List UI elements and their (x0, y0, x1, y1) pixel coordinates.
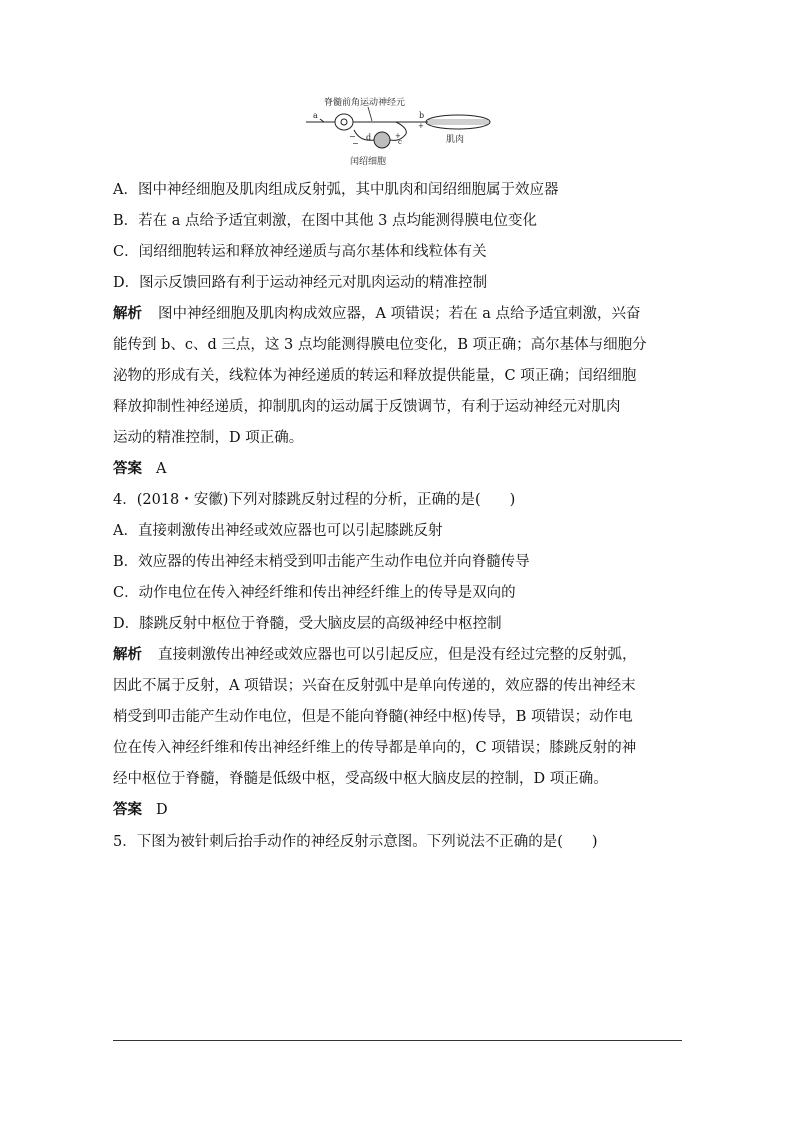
point-d-label: d (366, 133, 372, 142)
q4-analysis-line: 梢受到叩击能产生动作电位，但是不能向脊髓(神经中枢)传导，B 项错误；动作电 (113, 709, 633, 725)
q3-analysis-line: 泌物的形成有关，线粒体为神经递质的转运和释放提供能量，C 项正确；闰绍细胞 (113, 368, 637, 384)
q3-analysis-line: 能传到 b、c、d 三点，这 3 点均能测得膜电位变化，B 项正确；高尔基体与细胞分 (113, 337, 647, 353)
renshaw-cell-label: 闰绍细胞 (350, 157, 387, 167)
neuron-label-pointer (368, 107, 372, 121)
q4-analysis-line: 位在传入神经纤维和传出神经纤维上的传导都是单向的，C 项错误；膝跳反射的神 (113, 740, 637, 756)
q3-answer-value: A (156, 461, 167, 477)
q3-option-b: B．若在 a 点给予适宜刺激，在图中其他 3 点均能测得膜电位变化 (113, 213, 537, 229)
reflex-circuit-diagram (300, 94, 500, 169)
q3-analysis-label: 解析 (113, 306, 142, 322)
q3-answer-label: 答案 (113, 461, 142, 477)
plus-sign-1: + (395, 132, 401, 140)
q3-analysis-line (113, 304, 640, 324)
q3-analysis-text: 图中神经细胞及肌肉构成效应器，A 项错误；若在 a 点给予适宜刺激，兴奋 (158, 306, 641, 322)
q4-analysis-line (113, 645, 637, 665)
muscle-label: 肌肉 (446, 135, 465, 145)
q4-answer-value: D (156, 802, 168, 818)
point-c-label: c (398, 138, 402, 146)
q3-option-c: C．闰绍细胞转运和释放神经递质与高尔基体和线粒体有关 (113, 244, 487, 260)
q3-option-d: D．图示反馈回路有利于运动神经元对肌肉运动的精准控制 (113, 275, 488, 291)
neuron-label: 脊髓前角运动神经元 (324, 98, 406, 108)
q4-stem: 4．(2018・安徽)下列对膝跳反射过程的分析，正确的是( ) (113, 492, 516, 508)
q4-analysis-label: 解析 (113, 647, 142, 663)
q4-option-a: A．直接刺激传出神经或效应器也可以引起膝跳反射 (113, 523, 443, 539)
q4-analysis-line: 经中枢位于脊髓，脊髓是低级中枢，受高级中枢大脑皮层的控制，D 项正确。 (113, 771, 608, 787)
q5-stem: 5．下图为被针刺后抬手动作的神经反射示意图。下列说法不正确的是( ) (113, 834, 598, 850)
plus-sign-2: + (418, 122, 424, 130)
q4-option-c: C．动作电位在传入神经纤维和传出神经纤维上的传导是双向的 (113, 585, 516, 601)
q4-option-d: D．膝跳反射中枢位于脊髓，受大脑皮层的高级神经中枢控制 (113, 616, 502, 632)
footer-rule (113, 1040, 682, 1041)
q3-answer-line (113, 459, 166, 479)
minus-sign-1: − (349, 132, 356, 141)
q4-analysis-line: 因此不属于反射，A 项错误；兴奋在反射弧中是单向传递的，效应器的传出神经末 (113, 678, 636, 694)
q4-analysis-text: 直接刺激传出神经或效应器也可以引起反应，但是没有经过完整的反射弧， (158, 647, 637, 663)
point-a-label: a (313, 111, 318, 120)
q3-analysis-line: 运动的精准控制，D 项正确。 (113, 430, 304, 446)
q4-answer-line (113, 800, 168, 820)
q3-option-a: A．图中神经细胞及肌肉组成反射弧，其中肌肉和闰绍细胞属于效应器 (113, 182, 559, 198)
neuron-nucleus (341, 119, 347, 125)
point-b-label: b (419, 111, 425, 120)
q4-option-b: B．效应器的传出神经末梢受到叩击能产生动作电位并向脊髓传导 (113, 554, 530, 570)
minus-sign-2: − (352, 139, 359, 148)
neuron-soma (335, 114, 353, 130)
q4-answer-label: 答案 (113, 802, 142, 818)
q3-analysis-line: 释放抑制性神经递质，抑制肌肉的运动属于反馈调节，有利于运动神经元对肌肉 (113, 399, 621, 415)
renshaw-cell (374, 132, 390, 148)
